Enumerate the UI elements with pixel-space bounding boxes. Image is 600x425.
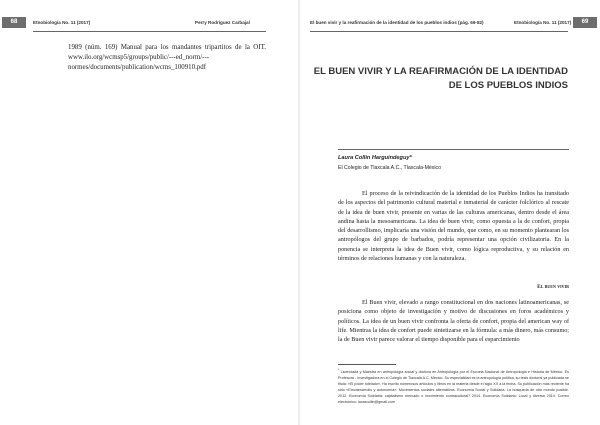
article-title: EL BUEN VIVIR Y LA REAFIRMACIÓN DE LA IDENTIDAD DE LOS PUEBLOS INDIOS [313,66,568,91]
footnote [338,367,569,405]
page-number: 68 [2,17,26,28]
footnote-rule [338,364,396,365]
footnote-text: Licenciada y Maestra en antropología social y doctora en Antropología por el Escuela Nacional de Antropología e Historia de México. Es Profesora - Investigadora en el Colegio de Tlaxcala A.C. México. Su especialidad es la antropología política, su tesis doctoral ya publicada se titula: «El poder tutelado». Ha escrito numerosos artículos y libros en la materia desde el siglo XX a la fecha. Su publicación más reciente ha sido «Etnodesarrollo y autonomía». Movimientos sociales alternativos. Economía Social y Solidaria. La búsqueda de otro mundo posible. 2012. Economía Solidaria: capitalismo mercado o movimiento contracultural? 2014. Economía Solidaria: Local y diversa 2014. Correo electrónico: lauracollin@gmail.com [338,370,569,405]
reference-entry: 1989 (núm. 169) Manual para los mandantes tripartitos de la OIT. www.ilo.org/wcmsp5/groups/public/---ed_norm/---normes/documents/publication/wcms_100910.pdf [68,44,266,71]
title-rule [338,149,569,150]
running-head-journal: Etnobiología No. 11 (2017) [514,20,572,25]
section-heading: El buen vivir [537,284,569,290]
page-number: 69 [573,17,597,28]
running-head-journal: Etnobiología No. 11 (2017) [33,20,91,25]
author-name: Laura Collin Harguindeguy* [338,155,412,161]
header-rule [33,31,266,32]
author-affiliation: El Colegio de Tlaxcala A.C., Tlaxcala-México [338,165,442,171]
abstract-paragraph: El proceso de la reivindicación de la identidad de los Pueblos Indios ha transitado de los aspectos del patrimonio cultural material e inmaterial de carácter folclórico al rescate de la idea de buen vivir, presente en varias de las culturas americanas, dentro desde el área andina hasta la mesoamericana. La idea de buen vivir, como opuesta a la de confort, propia del desarrollismo, implicaría una visión del mundo, que como, en su momento plantearan los antropólogos del grupo de barbados, podría representar una opción civilizatoria. En la ponencia se interpreta la idea de Buen vivir, como lógica reproductiva, y su relación en términos de relaciones humanas y con la naturaleza. [338,191,569,262]
running-head-author: Perry Rodríguez Carbajal [195,20,250,25]
running-head-article: El buen vivir y la reafirmación de la identidad de los pueblos indios (pág. 69-82) [310,20,484,25]
footnote-marker: * [338,368,340,372]
body-paragraph: El Buen vivir, elevado a rango constitucional en dos naciones latinoamericanas, se posiciona como objeto de investigación y motivo de discusiones en foros académicos y políticos. La idea de un buen vivir confronta la oferta de confort, propia del american way of life. Mientras la idea de confort puede sintetizarse en la fórmula: a más dinero, más consumo; la de Buen vivir parece valorar el tiempo disponible para el esparcimiento [338,300,569,344]
header-rule [310,31,568,32]
